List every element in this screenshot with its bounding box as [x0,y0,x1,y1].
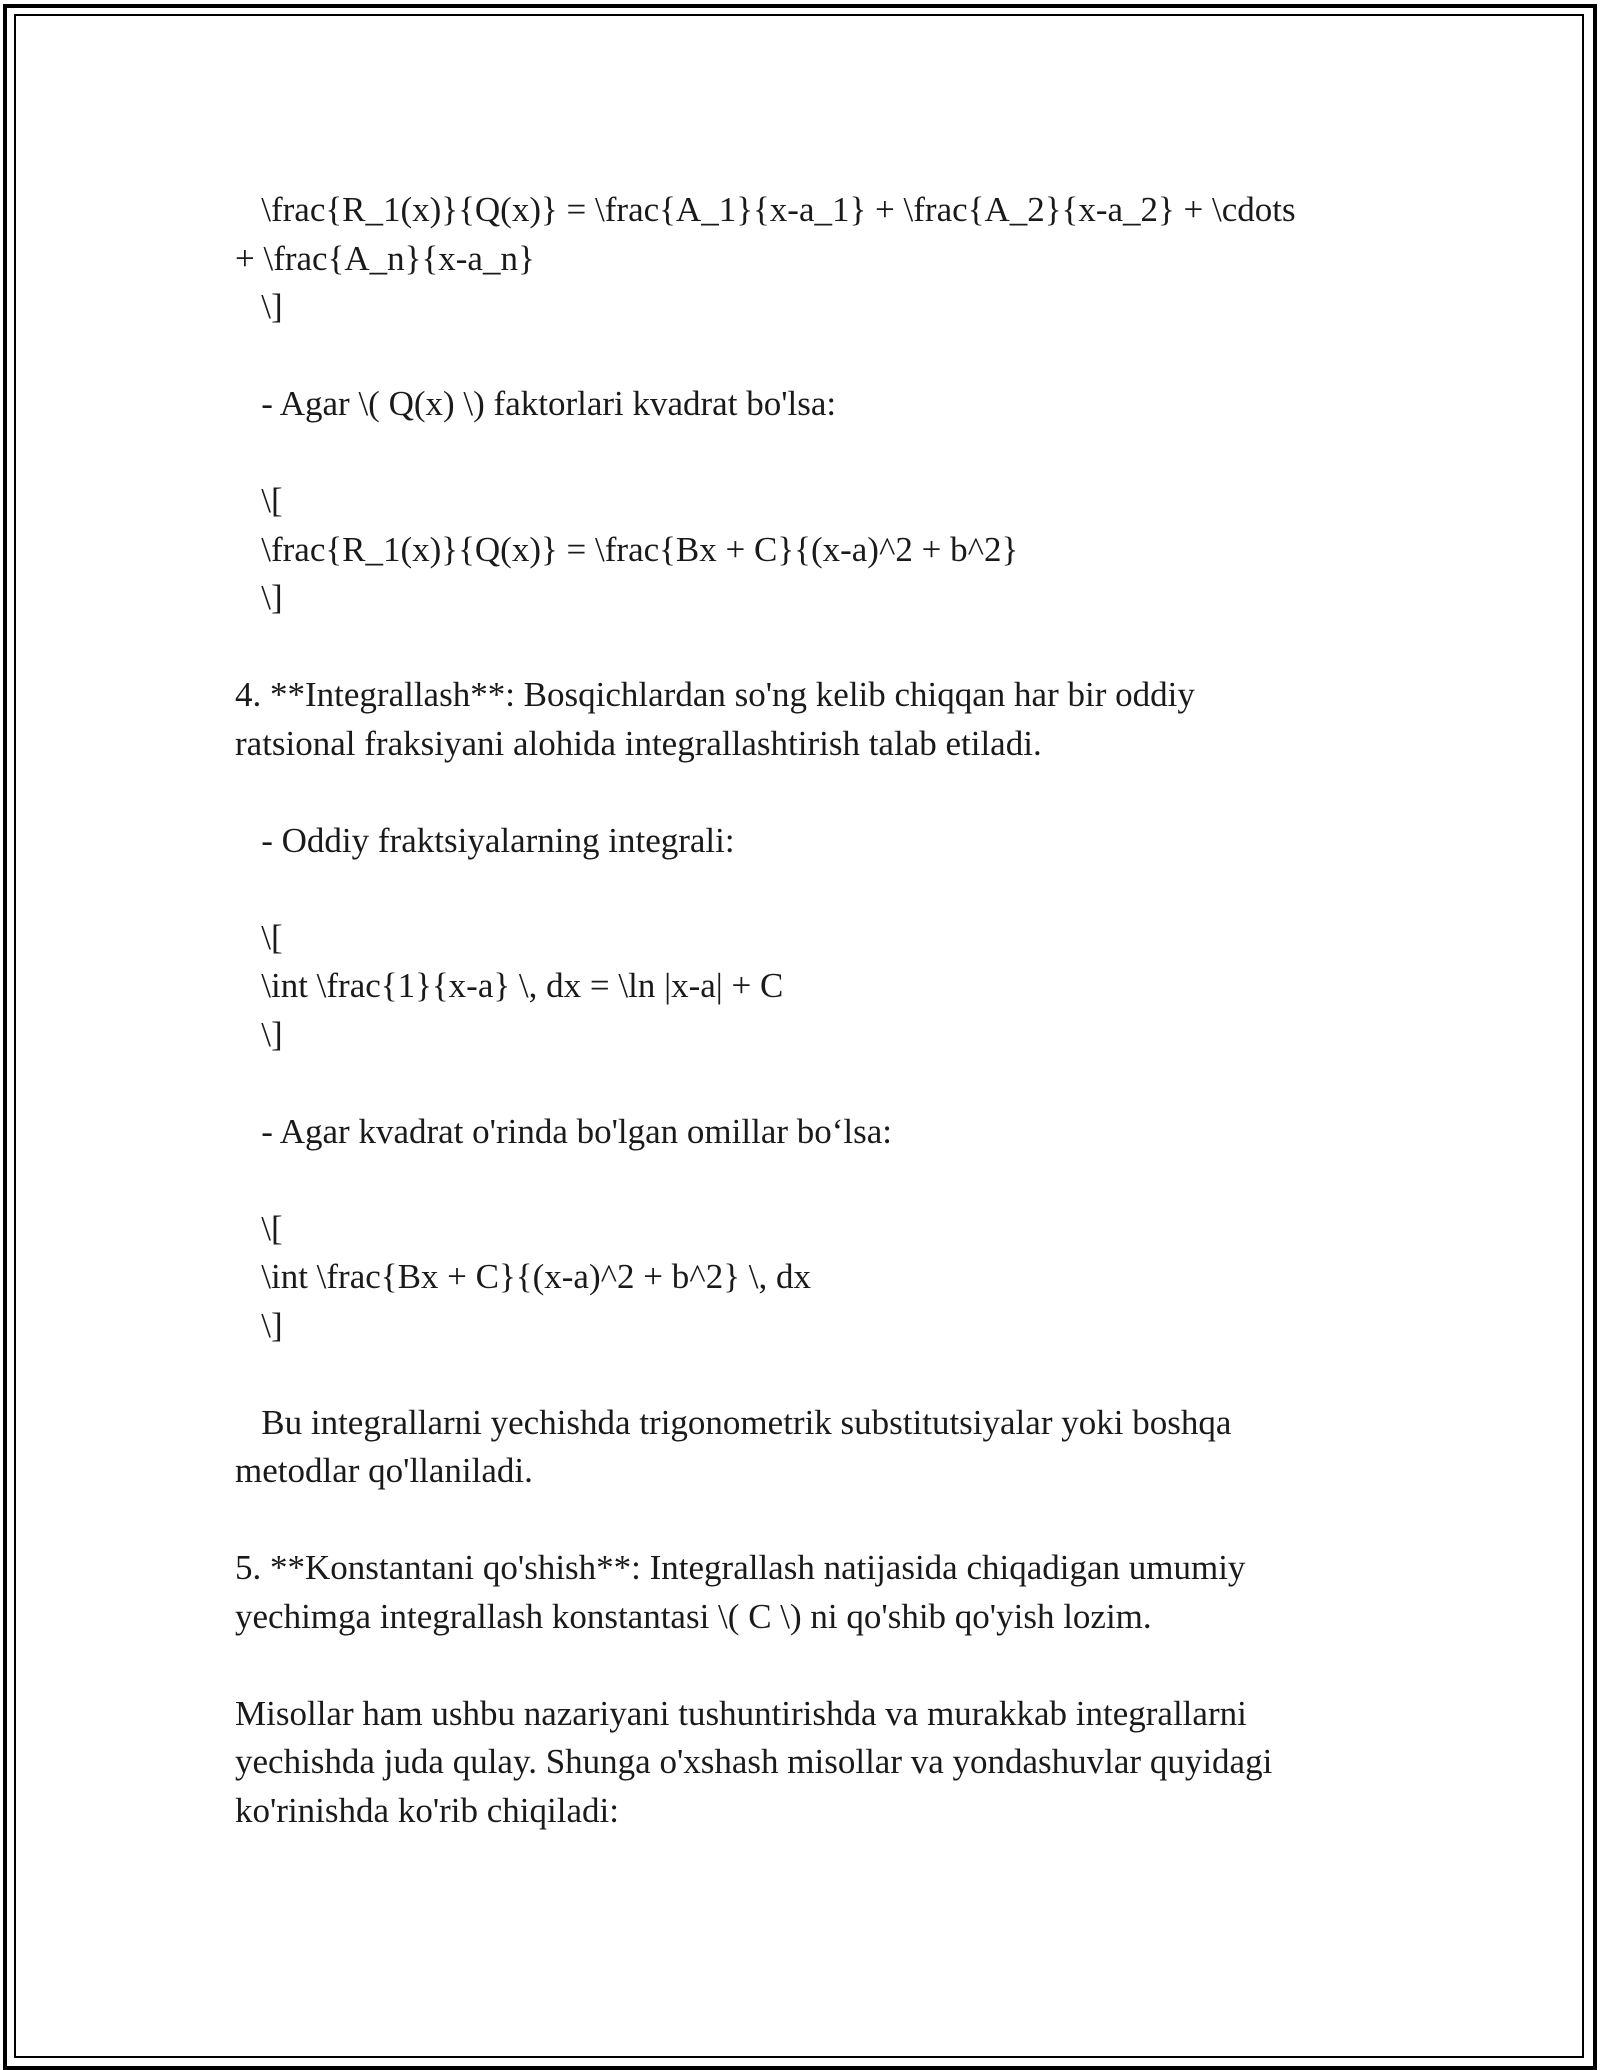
text-line: metodlar qo'llaniladi. [235,1451,533,1490]
text-line: Misollar ham ushbu nazariyani tushuntirishda va murakkab integrallarni [235,1693,1247,1733]
blank-line [235,332,1375,381]
blank-line [235,1059,1375,1108]
text-line: ratsional fraksiyani alohida integrallashtirish talab etiladi. [235,723,1042,763]
text-line: \[ [235,1208,283,1248]
text-line: Bu integrallarni yechishda trigonometrik substitutsiyalar yoki boshqa [235,1402,1232,1442]
blank-line [235,768,1375,817]
text-line: yechimga integrallash konstantasi \( C \) ni qo'shib qo'yish lozim. [235,1596,1152,1636]
blank-line [235,1496,1375,1545]
text-line: \int \frac{1}{x-a} \, dx = \ln |x-a| + C [235,966,784,1005]
text-line: \[ [235,481,283,520]
text-line: \frac{R_1(x)}{Q(x)} = \frac{Bx + C}{(x-a)^2 + b^2} [235,529,1019,569]
text-line: ko'rinishda ko'rib chiqiladi: [235,1790,619,1830]
text-line: - Oddiy fraktsiyalarning integrali: [235,820,735,860]
text-line: \[ [235,917,283,957]
text-line: \] [235,578,283,617]
blank-line [235,865,1375,914]
text-line: \] [235,1305,283,1345]
text-line: - Agar kvadrat o'rinda bo'lgan omillar bo‘lsa: [235,1111,893,1151]
text-line: yechishda juda qulay. Shunga o'xshash misollar va yondashuvlar quyidagi [235,1742,1273,1781]
blank-line [235,1350,1375,1399]
document-body [235,186,1375,1835]
blank-line [235,1641,1375,1690]
blank-line [235,1156,1375,1205]
text-line: - Agar \( Q(x) \) faktorlari kvadrat bo'lsa: [235,384,837,423]
blank-line [235,429,1375,478]
text-line: 4. **Integrallash**: Bosqichlardan so'ng kelib chiqqan har bir oddiy [235,675,1195,714]
text-line: + \frac{A_n}{x-a_n} [235,238,535,278]
text-line: \] [235,1014,283,1054]
text-line: \int \frac{Bx + C}{(x-a)^2 + b^2} \, dx [235,1257,811,1296]
text-line: \frac{R_1(x)}{Q(x)} = \frac{A_1}{x-a_1} + \frac{A_2}{x-a_2} + \cdots [235,190,1296,229]
blank-line [235,623,1375,672]
text-line: \] [235,287,283,326]
text-line: 5. **Konstantani qo'shish**: Integrallash natijasida chiqadigan umumiy [235,1548,1246,1587]
